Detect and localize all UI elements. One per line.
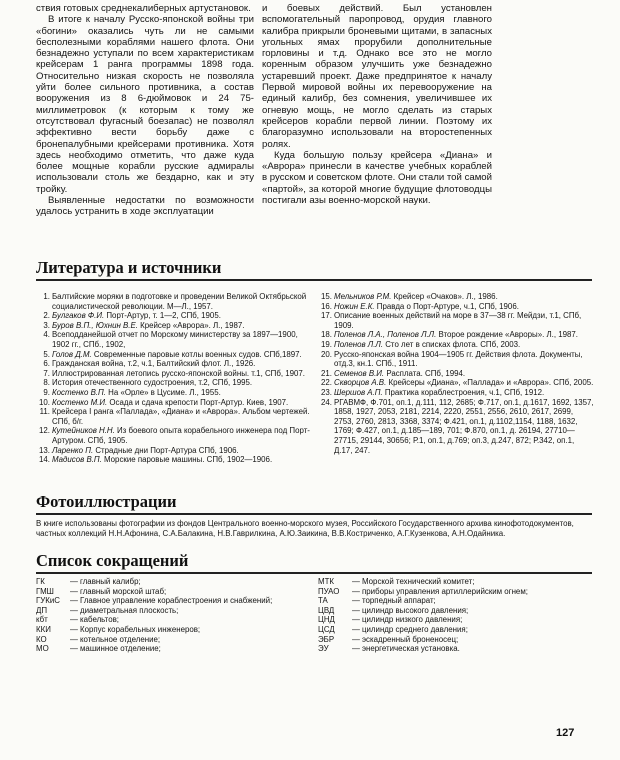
- reference-number: 5.: [43, 349, 50, 359]
- reference-title: Осада и сдача крепости Порт-Артур. Киев, 1907.: [107, 397, 289, 407]
- abbreviation-definition: главный калибр;: [80, 577, 141, 586]
- abbreviation-dash: —: [352, 586, 360, 596]
- reference-number: 11.: [39, 407, 50, 417]
- reference-text: [334, 340, 594, 350]
- abbreviation-term: ЭБР: [318, 634, 335, 644]
- reference-title: Правда о Порт-Артуре, ч.1, СПб, 1906.: [374, 301, 519, 311]
- reference-author: Поленов Л.А., Поленов Л.Л.: [334, 330, 437, 340]
- reference-text: [334, 388, 594, 398]
- abbreviation-term: ПУАО: [318, 586, 340, 596]
- reference-number: 16.: [321, 301, 332, 311]
- body-text-left-column: [36, 3, 254, 218]
- reference-item: [318, 292, 594, 302]
- paragraph: Выявленные недостатки по возможности удалось устранить в ходе эксплуатации: [36, 195, 254, 218]
- abbreviation-term: ГУКиС: [36, 596, 60, 606]
- body-text-right-column: [262, 3, 492, 206]
- reference-text: [52, 446, 312, 456]
- reference-item: [36, 426, 312, 445]
- reference-text: [52, 407, 312, 426]
- reference-title: Порт-Артур, т. 1—2, СПб, 1905.: [104, 311, 221, 321]
- reference-text: [52, 359, 312, 369]
- reference-author: Мельников Р.М.: [334, 292, 392, 301]
- reference-title: РГАВМФ, Ф.701, оп.1, д.111, 112, 2685; Ф.717, оп.1, д.1617, 1692, 1357, 1858, 1927, 2053, 2181, 2214, 2220, 2551, 2556, 2610, 2617, 2699, 2753, 2760, 2813, 3368, 3374; Ф.421, оп.1, д.1102,1154, 1188, 1632, 1769; Ф.427, оп.1, д.185—189, 701; Ф.870, оп.1, д. 26194, 27710—27715, 29144, 30656; Р.1, оп.1, д.769; оп.3, д.247, 872; Р.342, оп.1, Д.17, 247.: [334, 397, 594, 455]
- abbreviation-dash: —: [70, 577, 78, 586]
- reference-title: Крейсера I ранга «Паллада», «Диана» и «Аврора». Альбом чертежей. СПб, б/г.: [52, 407, 310, 426]
- abbreviation-definition: Корпус корабельных инженеров;: [80, 624, 201, 634]
- reference-text: [52, 321, 312, 331]
- abbreviation-term: МО: [36, 644, 49, 654]
- reference-title: Морские паровые машины. СПб, 1902—1906.: [101, 455, 273, 465]
- reference-number: 12.: [39, 426, 50, 436]
- reference-title: Крейсер «Очаков». Л., 1986.: [391, 292, 498, 301]
- reference-number: 2.: [43, 311, 50, 321]
- abbreviation-item: [36, 587, 304, 597]
- reference-item: [36, 369, 312, 379]
- reference-number: 19.: [321, 339, 332, 349]
- abbreviation-definition: Главное управление кораблестроения и снабжений;: [80, 596, 273, 606]
- reference-number: 9.: [43, 387, 50, 397]
- reference-title: Современные паровые котлы военных судов. СПб,1897.: [91, 349, 302, 359]
- abbreviation-term: кбт: [36, 615, 48, 625]
- reference-text: [52, 369, 312, 379]
- abbreviation-definition: кабельтов;: [80, 615, 119, 625]
- reference-number: 10.: [39, 397, 50, 407]
- reference-text: [334, 398, 594, 456]
- reference-author: Семенов В.И.: [334, 368, 385, 378]
- abbreviation-dash: —: [70, 596, 78, 606]
- abbreviation-definition: машинное отделение;: [80, 644, 161, 654]
- reference-title: На «Орле» в Цусиме. Л., 1955.: [105, 387, 221, 397]
- abbreviation-dash: —: [70, 615, 78, 625]
- reference-item: [36, 398, 312, 408]
- abbreviation-term: ТА: [318, 596, 328, 606]
- abbreviation-dash: —: [70, 624, 78, 634]
- references-list-right: [318, 292, 594, 455]
- abbreviation-definition: диаметральная плоскость;: [80, 605, 179, 615]
- section-divider: [36, 513, 592, 515]
- abbreviation-dash: —: [352, 634, 360, 644]
- abbreviation-item: [36, 635, 304, 645]
- abbreviation-item: [318, 635, 594, 645]
- reference-item: [318, 369, 594, 379]
- reference-title: Гражданская война, т.2, ч.1, Балтийский флот. Л., 1926.: [52, 359, 256, 369]
- abbreviation-item: [318, 587, 594, 597]
- reference-item: [318, 340, 594, 350]
- reference-number: 15.: [321, 292, 332, 301]
- abbreviation-item: [36, 625, 304, 635]
- reference-title: Крейсеры «Диана», «Паллада» и «Аврора». СПб, 2005.: [386, 378, 594, 388]
- paragraph: В итоге к началу Русско-японской войны три «богини» оказались чуть ли не самыми бесполезными кораблями нашего флота. Они безнадежно уступали по всем характеристикам крейсерам 1 ранга программы 1898 года. Относительно низкая скорость не позволяла уйти более сильного противника, а состав вооружения из 8 6-дюймовок и 24 75-миллиметровок (к которым к тому же отсутствовал фугасный боезапас) не позволял эффективно вести борьбу даже с бронепалубными крейсерами противника. Хотя здесь необходимо отметить, что даже куда более мощные корабли русские адмиралы использовали столь же бездарно, как и эту тройку.: [36, 14, 254, 195]
- literature-section-title: Литература и источники: [36, 258, 222, 277]
- abbreviation-dash: —: [352, 624, 360, 634]
- abbreviation-term: ЦВД: [318, 605, 335, 615]
- reference-author: Ларенко П.: [52, 445, 94, 455]
- abbreviations-section-title: Список сокращений: [36, 551, 189, 570]
- reference-author: Костенко М.И.: [52, 397, 108, 407]
- reference-text: [334, 292, 594, 302]
- photo-credits-text: В книге использованы фотографии из фондов Центрального военно-морского музея, Российского Государственного архива кинофотодокументов, частных коллекций Н.Н.Афонина, С.А.Балакина, Н.В.Гаврилкина, А.Ю.Заикина, В.В.Костриченко, А.Г.Кузенкова, А.Н.Одайника.: [36, 519, 574, 538]
- reference-item: [318, 350, 594, 369]
- abbreviation-dash: —: [70, 586, 78, 596]
- reference-item: [318, 311, 594, 330]
- reference-number: 6.: [43, 359, 50, 369]
- abbreviation-definition: цилиндр низкого давления;: [362, 615, 463, 625]
- reference-author: Костенко В.П.: [52, 387, 106, 397]
- reference-title: Сто лет в списках флота. СПб, 2003.: [383, 339, 521, 349]
- reference-text: [334, 330, 594, 340]
- reference-number: 14.: [39, 455, 50, 465]
- reference-text: [334, 350, 594, 369]
- abbreviation-term: КО: [36, 634, 47, 644]
- reference-item: [36, 311, 312, 321]
- abbreviation-term: ЦСД: [318, 624, 335, 634]
- reference-number: 22.: [321, 378, 332, 388]
- reference-item: [36, 359, 312, 369]
- reference-item: [36, 407, 312, 426]
- reference-text: [52, 350, 312, 360]
- reference-text: [334, 311, 594, 330]
- reference-title: История отечественного судостроения, т.2, СПб, 1995.: [52, 378, 253, 388]
- paragraph: и боевых действий. Был установлен вспомогательный паропровод, орудия главного калибра прикрыли броневыми щитами, в запасных угольных ямах прорубили дополнительные горловины и т.д. Однако все это не могло коренным образом улучшить уже безнадежно устаревший проект. Даже предпринятое к началу Первой мировой войны их перевооружение на единый калибр, без сомнения, увеличившее их огневую мощь, не могло сделать из старых крейсеров корабли первой линии. Поэтому их благоразумно использовали на второстепенных ролях.: [262, 3, 492, 150]
- abbreviation-definition: Морской технический комитет;: [362, 577, 475, 586]
- reference-number: 1.: [43, 292, 50, 301]
- reference-number: 21.: [321, 368, 332, 378]
- abbreviation-dash: —: [352, 644, 360, 654]
- abbreviation-definition: главный морской штаб;: [80, 586, 167, 596]
- reference-text: [334, 302, 594, 312]
- reference-item: [36, 321, 312, 331]
- reference-item: [36, 388, 312, 398]
- abbreviation-definition: котельное отделение;: [80, 634, 161, 644]
- abbreviation-item: [36, 615, 304, 625]
- abbreviation-dash: —: [70, 605, 78, 615]
- reference-text: [52, 398, 312, 408]
- paragraph: Куда большую пользу крейсера «Диана» и «Аврора» принесли в качестве учебных кораблей в русском и советском флоте. Они стали той самой «партой», за которой многие будущие флотоводцы постигали азы военно-морской науки.: [262, 149, 492, 207]
- abbreviation-term: ЦНД: [318, 615, 335, 625]
- reference-title: Крейсер «Аврора». Л., 1987.: [137, 320, 245, 330]
- reference-number: 8.: [43, 378, 50, 388]
- reference-author: Голов Д.М.: [52, 349, 92, 359]
- reference-text: [52, 311, 312, 321]
- reference-item: [36, 292, 312, 311]
- abbreviation-item: [318, 615, 594, 625]
- reference-item: [36, 446, 312, 456]
- reference-number: 7.: [43, 368, 50, 378]
- reference-title: Практика кораблестроения, ч.1, СПб, 1912.: [382, 387, 545, 397]
- reference-title: Страдные дни Порт-Артура СПб, 1906.: [93, 445, 239, 455]
- section-divider: [36, 279, 592, 281]
- reference-text: [334, 369, 594, 379]
- abbreviation-term: ГК: [36, 577, 45, 586]
- reference-author: Буров В.П., Юхнин В.Е.: [52, 320, 138, 330]
- abbreviations-list-left: [36, 577, 304, 654]
- reference-author: Ножин Е.К.: [334, 301, 375, 311]
- references-list-left: [36, 292, 312, 465]
- abbreviation-dash: —: [70, 644, 78, 654]
- reference-author: Шершов А.П.: [334, 387, 383, 397]
- reference-title: Описание военных действий на море в 37—38 гг. Мейдзи, т.1, СПб, 1909.: [334, 311, 582, 330]
- abbreviation-dash: —: [352, 615, 360, 625]
- abbreviation-item: [36, 644, 304, 654]
- reference-item: [318, 378, 594, 388]
- reference-text: [334, 378, 594, 388]
- reference-text: [52, 388, 312, 398]
- reference-number: 20.: [321, 349, 332, 359]
- abbreviation-term: ЭУ: [318, 644, 329, 654]
- reference-title: Всеподданейшой отчет по Морскому министерству за 1897—1900, 1902 гг., СПб., 1902,: [52, 330, 298, 349]
- abbreviation-term: ККИ: [36, 624, 51, 634]
- reference-item: [36, 455, 312, 465]
- reference-text: [52, 426, 312, 445]
- abbreviation-definition: цилиндр высокого давления;: [362, 605, 469, 615]
- reference-number: 13.: [39, 445, 50, 455]
- reference-item: [318, 330, 594, 340]
- reference-title: Из боевого опыта корабельного инженера под Порт-Артуром. СПб, 1905.: [52, 426, 310, 445]
- reference-item: [36, 330, 312, 349]
- section-divider: [36, 572, 592, 574]
- reference-number: 24.: [321, 397, 332, 407]
- reference-number: 4.: [43, 330, 50, 340]
- abbreviation-item: [36, 596, 304, 606]
- abbreviation-item: [318, 644, 594, 654]
- reference-text: [52, 455, 312, 465]
- reference-text: [52, 378, 312, 388]
- abbreviation-item: [318, 606, 594, 616]
- abbreviation-dash: —: [70, 634, 78, 644]
- abbreviation-dash: —: [352, 577, 360, 586]
- abbreviation-term: МТК: [318, 577, 334, 586]
- photos-section-title: Фотоиллюстрации: [36, 492, 177, 511]
- reference-title: Второе рождение «Авроры». Л., 1987.: [436, 330, 579, 340]
- reference-text: [52, 292, 312, 311]
- reference-number: 23.: [321, 387, 332, 397]
- reference-item: [318, 388, 594, 398]
- abbreviation-item: [36, 606, 304, 616]
- reference-author: Скворцов А.В.: [334, 378, 387, 388]
- abbreviation-dash: —: [352, 596, 360, 606]
- reference-title: Расплата. СПб, 1994.: [384, 368, 466, 378]
- abbreviation-dash: —: [352, 605, 360, 615]
- abbreviation-item: [318, 577, 594, 587]
- reference-title: Русско-японская война 1904—1905 гг. Действия флота. Документы, отд.3, кн.1. СПб., 1911.: [334, 349, 583, 369]
- abbreviation-definition: приборы управления артиллерийским огнем;: [362, 586, 528, 596]
- reference-author: Булгаков Ф.И.: [52, 311, 105, 321]
- abbreviation-item: [318, 625, 594, 635]
- reference-item: [36, 350, 312, 360]
- reference-author: Поленов Л.Л.: [334, 339, 384, 349]
- abbreviation-item: [318, 596, 594, 606]
- reference-author: Мадисов В.П.: [52, 455, 102, 465]
- reference-item: [318, 398, 594, 456]
- reference-text: [52, 330, 312, 349]
- reference-author: Кутейников Н.Н.: [52, 426, 115, 436]
- page-number: 127: [556, 727, 575, 739]
- reference-item: [318, 302, 594, 312]
- reference-number: 18.: [321, 330, 332, 340]
- reference-number: 17.: [321, 311, 332, 321]
- reference-title: Балтийские моряки в подготовке и проведении Великой Октябрьской социалистической революции. М—Л., 1957.: [52, 292, 307, 311]
- reference-title: Иллюстрированная летопись русско-японской войны. т.1, СПб, 1907.: [52, 368, 305, 378]
- abbreviation-term: ДП: [36, 605, 48, 615]
- abbreviation-item: [36, 577, 304, 587]
- abbreviations-list-right: [318, 577, 594, 654]
- paragraph: ствия готовых среднекалиберных артустановок.: [36, 3, 251, 14]
- abbreviation-definition: торпедный аппарат;: [362, 596, 436, 606]
- abbreviation-definition: цилиндр среднего давления;: [362, 624, 468, 634]
- reference-number: 3.: [43, 320, 50, 330]
- abbreviation-definition: энергетическая установка.: [362, 644, 460, 654]
- abbreviation-definition: эскадренный броненосец;: [362, 634, 459, 644]
- reference-item: [36, 378, 312, 388]
- abbreviation-term: ГМШ: [36, 586, 54, 596]
